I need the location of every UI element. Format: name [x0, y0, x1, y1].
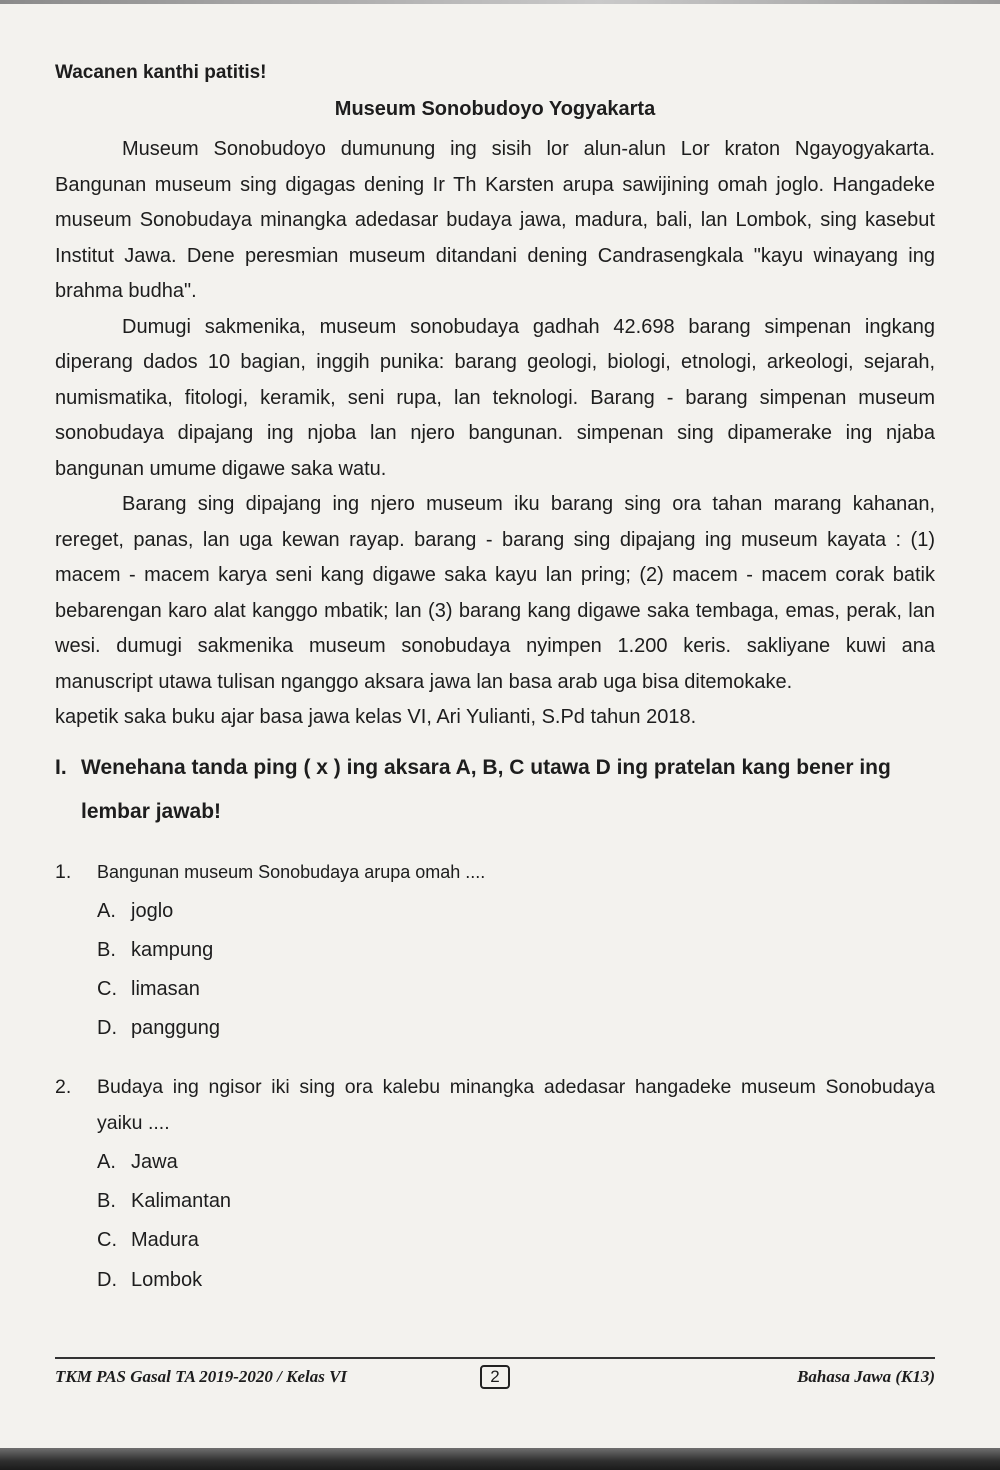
passage-source: kapetik saka buku ajar basa jawa kelas VI, Ari Yulianti, S.Pd tahun 2018.	[55, 706, 697, 728]
question-text: Bangunan museum Sonobudaya arupa omah ....	[97, 861, 486, 882]
section-instruction	[55, 746, 935, 834]
option-a[interactable]	[97, 892, 935, 931]
footer-exam-label: TKM PAS Gasal TA 2019-2020 / Kelas VI	[55, 1367, 348, 1386]
option-letter: C.	[97, 1229, 117, 1252]
reading-instruction: Wacanen kanthi patitis!	[55, 62, 267, 83]
option-c[interactable]	[97, 1221, 935, 1260]
question-2-options	[97, 1143, 935, 1300]
question-2	[55, 1069, 935, 1141]
option-b[interactable]	[97, 931, 935, 970]
option-text: Jawa	[131, 1150, 178, 1173]
document-page	[55, 62, 935, 1300]
section-text: Wenehana tanda ping ( x ) ing aksara A, B, C utawa D ing pratelan kang bener ing lembar jawab!	[81, 755, 891, 823]
option-text: Madura	[131, 1229, 199, 1252]
option-text: kampung	[131, 938, 214, 961]
option-text: panggung	[131, 1017, 220, 1040]
page-top-edge	[0, 0, 1000, 4]
question-number: 2.	[55, 1075, 72, 1098]
section-number: I.	[55, 755, 67, 779]
option-a[interactable]	[97, 1143, 935, 1182]
option-b[interactable]	[97, 1182, 935, 1221]
option-text: joglo	[131, 899, 174, 922]
option-c[interactable]	[97, 970, 935, 1009]
passage-paragraph-2: Dumugi sakmenika, museum sonobudaya gadhah 42.698 barang simpenan ingkang diperang dados 10 bagian, inggih punika: barang geologi, biologi, etnologi, arkeologi, sejarah, numismatika, fitologi, keramik, seni rupa, lan teknologi. Barang - barang simpenan museum sonobudaya dipajang ing njoba lan njero bangunan. simpenan sing dipamerake ing njaba bangunan umume digawe saka watu.	[55, 315, 935, 480]
option-letter: A.	[97, 899, 116, 922]
option-letter: A.	[97, 1150, 116, 1173]
option-text: limasan	[131, 978, 200, 1001]
passage-title: Museum Sonobudoyo Yogyakarta	[334, 98, 656, 120]
option-d[interactable]	[97, 1261, 935, 1300]
option-letter: B.	[97, 1189, 116, 1212]
scan-bottom-shadow	[0, 1448, 1000, 1470]
option-letter: C.	[97, 978, 117, 1001]
page-number: 2	[480, 1365, 509, 1389]
question-1-options	[97, 892, 935, 1049]
option-d[interactable]	[97, 1009, 935, 1048]
footer-subject-label: Bahasa Jawa (K13)	[797, 1367, 935, 1386]
option-letter: D.	[97, 1017, 117, 1040]
passage-paragraph-3: Barang sing dipajang ing njero museum iku barang sing ora tahan marang kahanan, rereget, panas, lan uga kewan rayap. barang - barang sing dipajang ing museum kayata : (1) macem - macem karya seni kang digawe saka kayu lan pring; (2) macem - macem corak batik bebarengan karo alat kanggo mbatik; lan (3) barang kang digawe saka tembaga, emas, perak, lan wesi. dumugi sakmenika museum sonobudaya nyimpen 1.200 keris. sakliyane kuwi ana manuscript utawa tulisan nganggo aksara jawa lan basa arab uga bisa ditemokake.	[55, 493, 935, 693]
question-1	[55, 854, 935, 890]
question-text: Budaya ing ngisor iki sing ora kalebu minangka adedasar hangadeke museum Sonobudaya yaiku ....	[97, 1075, 935, 1134]
option-letter: B.	[97, 938, 116, 961]
passage-paragraph-1: Museum Sonobudoyo dumunung ing sisih lor alun-alun Lor kraton Ngayogyakarta. Bangunan museum sing digagas dening Ir Th Karsten arupa sawijining omah joglo. Hangadeke museum Sonobudaya minangka adedasar budaya jawa, madura, bali, lan Lombok, sing kasebut Institut Jawa. Dene peresmian museum ditandani dening Candrasengkala "kayu winayang ing brahma budha".	[55, 138, 935, 302]
page-footer	[55, 1357, 935, 1389]
option-text: Lombok	[131, 1268, 203, 1291]
question-number: 1.	[55, 860, 72, 883]
option-letter: D.	[97, 1268, 117, 1291]
option-text: Kalimantan	[131, 1189, 232, 1212]
